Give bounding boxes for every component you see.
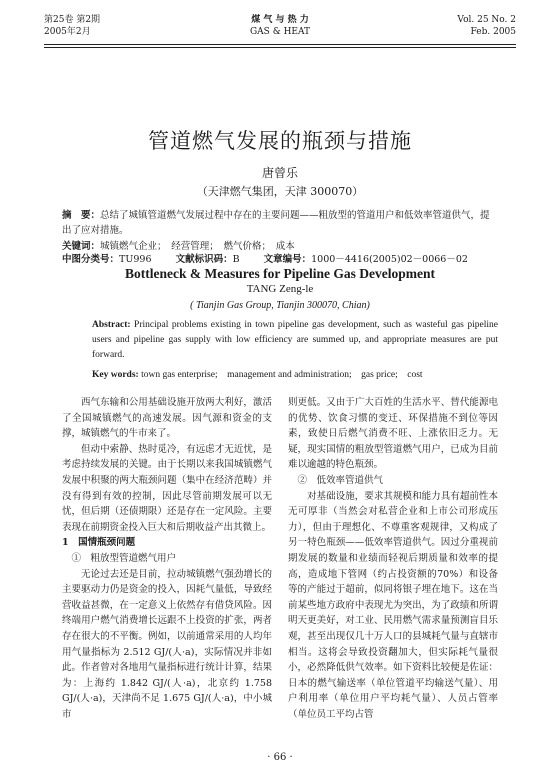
paragraph: 无论过去还是目前，拉动城镇燃气强劲增长的主要驱动力仍是资金的投入，因耗气量低，导致经营收益甚微，在一定意义上依然存有借贷风险。因终端用户燃气消费增长远跟不上投资的扩张，两者存在很大的不平衡。例如，以前通常采用的人均年用气量指标为 2.512 GJ/(人·a)，实际情况并非如此。作者曾对各地用气量指标进行统计计算，结果为：上海约 1.842 GJ/(人·a)，北京约 1.758 GJ/(人·a)，天津尚不足 1.675 GJ/(人·a)，中小城市 [62,568,272,720]
author-en: TANG Zeng-le [246,283,314,295]
running-header [44,14,516,50]
abstract-zh-text: 总结了城镇管道燃气发展过程中存在的主要问题——粗放型的管道用户和低效率管道供气，提出了应对措施。 [62,210,490,236]
issue-date-en: Feb. 2005 [470,27,516,37]
volume-issue-en: Vol. 25 No. 2 [457,15,516,25]
article-title-en: Bottleneck & Measures for Pipeline Gas Development [125,266,435,281]
body-column-left [62,395,272,722]
article-no-value: 1000－4416(2005)02－0066－02 [311,254,468,265]
clc-label: 中图分类号： [62,254,120,265]
section-heading: 1 国情瓶颈问题 [62,537,136,549]
keywords-en-label: Key words: [92,370,139,380]
keywords-zh-label: 关键词： [62,241,101,252]
volume-issue: 第25卷 第2期 [44,15,101,25]
journal-name-zh: 煤 气 与 热 力 [251,15,309,25]
keywords-en [92,366,498,380]
paragraph: 但动中索静、热时觅冷，有远虑才无近忧，是考虑持续发展的关键。由于长期以来我国城镇燃气发展中积聚的两大瓶颈问题（集中在经济范畴）并没有得到有效的控制，因此尽管前期发展可以无忧，但后期（还债期限）还是存在一定风险。主要表现在前期资金投入巨大和后期收益产出其微上。 [62,443,272,533]
doc-code-label: 文献标识码： [175,254,233,265]
abstract-en-label: Abstract: [92,320,131,330]
page-number: · 66 · [267,752,293,763]
subsection-heading: ② 低效率管道供气 [297,474,384,486]
issue-date: 2005年2月 [44,27,91,37]
paragraph: 西气东输和公用基础设施开放两大利好，激活了全国城镇燃气的高速发展。因气源和资金的支撑，城镇燃气的牛市来了。 [62,397,272,440]
affiliation-zh: （天津燃气集团，天津 300070） [196,185,364,198]
affiliation-en: ( Tianjin Gas Group, Tianjin 300070, Chian) [190,300,370,311]
body-column-right [288,395,498,722]
keywords-zh-text: 城镇燃气企业； 经营管理； 燃气价格； 成本 [100,241,295,252]
doc-code-value: B [232,254,240,265]
header-center [44,14,516,38]
subsection-heading: ① 粗放型管道燃气用户 [71,552,177,564]
author-zh: 唐曾乐 [261,166,298,180]
header-rule [44,44,516,48]
abstract-en [92,318,498,363]
clc-value: TU996 [119,254,152,265]
article-no-label: 文章编号： [263,254,312,265]
article-title-zh: 管道燃气发展的瓶颈与措施 [148,129,412,153]
classification-line [62,252,498,267]
paragraph: 对基础设施，要求其规模和能力具有超前性本无可厚非（当然会对私营企业和上市公司形成压力），但由于理想化、不尊重客观规律，又构成了另一特色瓶颈——低效率管道供气。因过分重视前期发展的数量和业绩而轻视后期质量和效率的提高，造成地下管网（约占投资额的70%）和设备等的产能过于超前，似同将银子埋在地下。这在当前某些地方政府中表现尤为突出，为了政绩和所谓明天更美好，对工业、民用燃气需求量预测盲目乐观，甚至出现仅几十万人口的县城耗气量与直辖市相当。这将会导致投资翻加大，但实际耗气量很小，必然降低供气效率。如下资料比较便是佐证：日本的燃气输送率（单位管道平均输送气量）、用户利用率（单位用户平均耗气量）、人员占管率（单位员工平均占管 [288,490,498,720]
journal-name-en: GAS & HEAT [249,27,311,37]
abstract-en-text: Principal problems existing in town pipeline gas development, such as wasteful gas pipeline users and pipeline gas supply with low efficiency are summed up, and appropriate measures are put forward. [92,320,499,360]
abstract-zh [62,208,498,238]
header-right [457,14,516,38]
abstract-zh-label: 摘 要： [62,210,101,221]
keywords-en-text: town gas enterprise; management and administration; gas price; cost [141,370,423,380]
paragraph: 则更低。又由于广大百姓的生活水平、替代能源电的优势、饮食习惯的变迁、环保措施不到位等因素，致使日后燃气消费不旺、上涨依旧乏力。无疑，现实国情的粗放型管道燃气用户，已成为目前难以逾越的特色瓶颈。 [288,397,498,471]
